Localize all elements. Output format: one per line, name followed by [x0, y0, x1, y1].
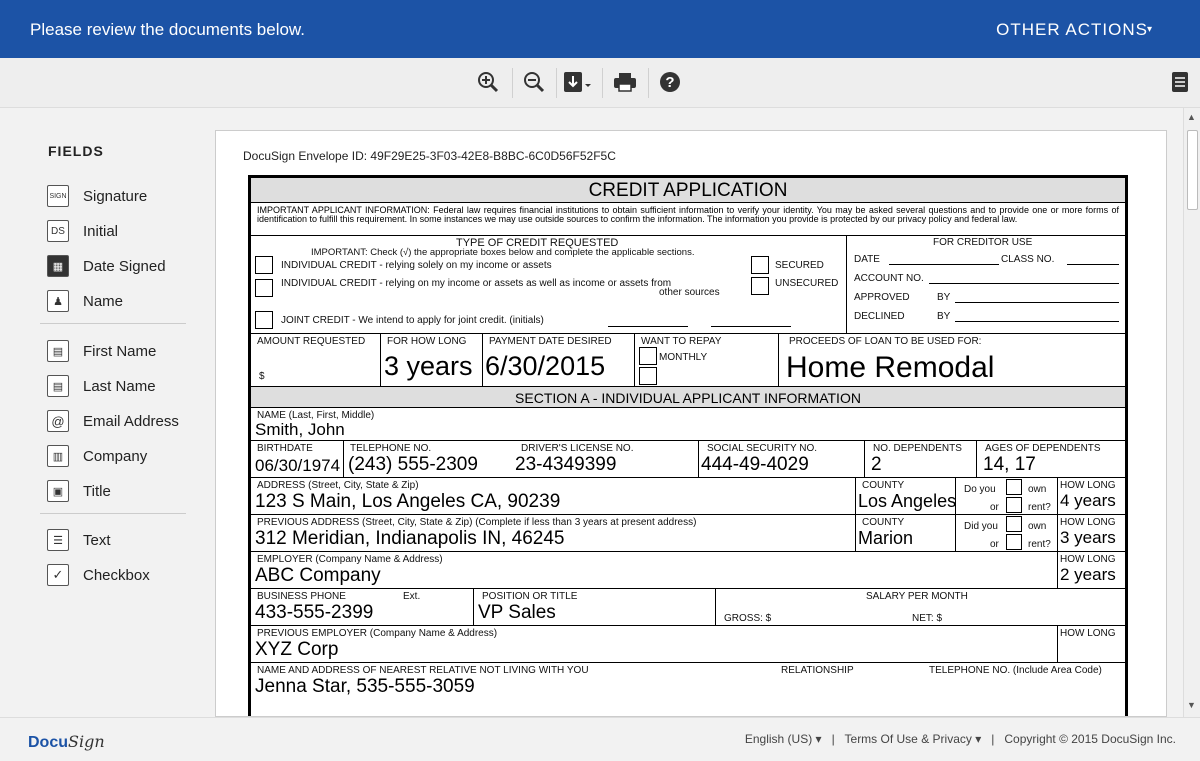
toolbar — [0, 58, 1200, 108]
secured-checkbox[interactable] — [751, 256, 769, 274]
county-label: COUNTY — [862, 480, 905, 491]
loan-row — [251, 333, 1125, 386]
text-icon: ☰ — [47, 529, 69, 551]
prev-how-long-value: 3 years — [1060, 528, 1116, 547]
badge-icon: ▣ — [47, 480, 69, 502]
credit-application-form — [248, 175, 1128, 717]
field-date-signed[interactable] — [47, 254, 166, 278]
envelope-id: DocuSign Envelope ID: 49F29E25-3F03-42E8-B8BC-6C0D56F52F5C — [243, 149, 616, 163]
first-name-icon: ▤ — [47, 340, 69, 362]
prev-own-label: own — [1028, 521, 1047, 532]
dependents-value: 2 — [871, 454, 882, 475]
form-title-row — [251, 178, 1125, 202]
proceeds-label: PROCEEDS OF LOAN TO BE USED FOR: — [789, 336, 982, 347]
previous-employer-value: XYZ Corp — [255, 639, 339, 660]
ssn-label: SOCIAL SECURITY NO. — [707, 443, 818, 454]
phone-value: (243) 555-2309 — [348, 454, 478, 475]
scroll-down-icon[interactable]: ▼ — [1187, 700, 1196, 710]
payment-date-cell — [482, 334, 612, 386]
joint-credit-checkbox[interactable] — [255, 311, 273, 329]
creditor-date-label: DATE — [854, 254, 880, 265]
personal-row — [251, 440, 1125, 477]
document-viewer — [215, 130, 1167, 717]
field-title[interactable] — [47, 479, 111, 503]
individual-credit-1-checkbox[interactable] — [255, 256, 273, 274]
position-value: VP Sales — [478, 602, 556, 623]
prev-how-long-label: HOW LONG — [1060, 517, 1116, 528]
own-checkbox[interactable] — [1006, 479, 1022, 495]
field-label: Name — [83, 292, 124, 310]
birthdate-label: BIRTHDATE — [257, 443, 313, 454]
relationship-label: RELATIONSHIP — [781, 665, 854, 676]
relative-phone-label: TELEPHONE NO. (Include Area Code) — [929, 665, 1102, 676]
ssn-cell — [698, 441, 818, 477]
scroll-thumb[interactable] — [1187, 130, 1198, 210]
account-no-label: ACCOUNT NO. — [854, 273, 924, 284]
how-long-cell — [380, 334, 473, 386]
or-label: or — [990, 502, 999, 513]
unsecured-label: UNSECURED — [775, 278, 839, 289]
docusign-logo: DocuSign — [28, 732, 105, 751]
how-long-address-value: 4 years — [1060, 491, 1116, 510]
prev-own-checkbox[interactable] — [1006, 516, 1022, 532]
name-value: Smith, John — [255, 420, 345, 439]
last-name-icon: ▤ — [47, 375, 69, 397]
employer-how-long-cell — [1057, 552, 1116, 588]
field-initial[interactable] — [47, 219, 118, 243]
declined-label: DECLINED — [854, 311, 905, 322]
field-company[interactable] — [47, 444, 147, 468]
payment-date-label: PAYMENT DATE DESIRED — [489, 336, 612, 347]
help-icon[interactable] — [658, 68, 682, 96]
employer-value: ABC Company — [255, 565, 381, 586]
ssn-value: 444-49-4029 — [701, 454, 809, 475]
zoom-in-icon[interactable] — [476, 68, 500, 96]
scroll-up-icon[interactable]: ▲ — [1187, 112, 1196, 122]
ages-value: 14, 17 — [983, 454, 1036, 475]
top-bar — [0, 0, 1200, 58]
employer-how-long-label: HOW LONG — [1060, 554, 1116, 565]
salary-label: SALARY PER MONTH — [866, 591, 968, 602]
how-long-address-cell — [1057, 478, 1116, 514]
other-sources-label: other sources — [659, 287, 720, 298]
zoom-out-icon[interactable] — [522, 68, 546, 96]
at-icon: @ — [47, 410, 69, 432]
gross-label: GROSS: $ — [724, 613, 772, 624]
field-signature[interactable] — [47, 184, 147, 208]
position-cell — [473, 589, 578, 625]
unsecured-checkbox[interactable] — [751, 277, 769, 295]
approved-by-label: BY — [937, 292, 951, 303]
phone-cell — [343, 441, 478, 477]
field-email[interactable] — [47, 409, 179, 433]
credit-type-note: IMPORTANT: Check (√) the appropriate boxes below and complete the applicable sections. — [311, 247, 695, 258]
did-you-label: Did you — [964, 521, 998, 532]
fields-sidebar — [0, 108, 215, 717]
repay-other-checkbox[interactable] — [639, 367, 657, 385]
business-phone-label: BUSINESS PHONE — [257, 591, 346, 602]
individual-credit-1-label: INDIVIDUAL CREDIT - relying solely on my income or assets — [281, 260, 552, 271]
field-label: Company — [83, 447, 148, 465]
how-long-label: FOR HOW LONG — [387, 336, 467, 347]
amount-requested-label: AMOUNT REQUESTED — [257, 336, 366, 347]
field-label: Text — [83, 531, 111, 549]
previous-employer-row — [251, 625, 1125, 662]
section-a-row — [251, 386, 1125, 407]
important-info-row — [251, 202, 1125, 235]
proceeds-value: Home Remodal — [786, 351, 995, 384]
language-selector[interactable]: English (US) ▾ — [744, 732, 822, 746]
previous-county-label: COUNTY — [862, 517, 905, 528]
calendar-icon: ▦ — [47, 255, 69, 277]
field-label: Title — [83, 482, 111, 500]
salary-cell — [715, 589, 968, 625]
how-long-value: 3 years — [384, 351, 473, 381]
field-label: Email Address — [83, 412, 179, 430]
own-label: own — [1028, 484, 1047, 495]
monthly-checkbox[interactable] — [639, 347, 657, 365]
payment-date-value: 6/30/2015 — [485, 351, 606, 381]
field-label: Date Signed — [83, 257, 166, 275]
review-message: Please review the documents below. — [30, 20, 305, 39]
prev-how-long-cell — [1057, 515, 1116, 551]
previous-address-value: 312 Meridian, Indianapolis IN, 46245 — [255, 528, 565, 549]
ages-label: AGES OF DEPENDENTS — [985, 443, 1101, 454]
secured-label: SECURED — [775, 260, 824, 271]
dependents-cell — [864, 441, 962, 477]
previous-employer-label: PREVIOUS EMPLOYER (Company Name & Address) — [257, 628, 498, 639]
monthly-label: MONTHLY — [659, 352, 708, 363]
person-icon: ♟ — [47, 290, 69, 312]
dl-label: DRIVER'S LICENSE NO. — [521, 443, 634, 454]
rent-checkbox[interactable] — [1006, 497, 1022, 513]
terms-link[interactable]: Terms Of Use & Privacy ▾ — [844, 732, 982, 746]
important-info: IMPORTANT APPLICANT INFORMATION: Federal law requires financial institutions to obtain sufficient information to verify your identity. You may be asked several questions and to provide one or more forms of identification to fulfill this requirement. In some instances we may use outside sources to confirm the information. The information you provide is protected by our privacy policy and federal law. — [257, 205, 1119, 224]
relative-row — [251, 662, 1125, 717]
how-long-address-label: HOW LONG — [1060, 480, 1116, 491]
county-value: Los Angeles — [858, 491, 957, 511]
birthdate-value: 06/30/1974 — [255, 456, 341, 475]
copyright: Copyright © 2015 DocuSign Inc. — [1004, 732, 1176, 746]
county-cell — [855, 478, 957, 514]
document-list-icon[interactable] — [1170, 68, 1190, 96]
chevron-down-icon[interactable]: ▾ — [1146, 24, 1152, 35]
field-checkbox[interactable] — [47, 563, 150, 587]
approved-label: APPROVED — [854, 292, 910, 303]
previous-address-row — [251, 514, 1125, 551]
footer-separator: | — [831, 732, 835, 746]
relative-value: Jenna Star, 535-555-3059 — [255, 676, 475, 697]
prev-rent-checkbox[interactable] — [1006, 534, 1022, 550]
address-label: ADDRESS (Street, City, State & Zip) — [257, 480, 419, 491]
repay-label: WANT TO REPAY — [641, 336, 722, 347]
do-you-label: Do you — [964, 484, 996, 495]
dl-value: 23-4349399 — [515, 454, 617, 475]
previous-address-label: PREVIOUS ADDRESS (Street, City, State & Zip) (Complete if less than 3 years at present address) — [257, 517, 697, 528]
relative-label: NAME AND ADDRESS OF NEAREST RELATIVE NOT LIVING WITH YOU — [257, 665, 589, 676]
field-label: First Name — [83, 342, 157, 360]
prev-own-rent-cell — [955, 515, 1051, 551]
business-phone-value: 433-555-2399 — [255, 602, 374, 623]
field-label: Signature — [83, 187, 148, 205]
business-row — [251, 588, 1125, 625]
address-row — [251, 477, 1125, 514]
field-label: Checkbox — [83, 566, 150, 584]
field-text[interactable] — [47, 528, 111, 552]
rent-label: rent? — [1028, 502, 1051, 513]
name-label: NAME (Last, First, Middle) — [257, 410, 375, 421]
field-label: Initial — [83, 222, 119, 240]
creditor-use-heading: FOR CREDITOR USE — [933, 237, 1033, 248]
employer-row — [251, 551, 1125, 588]
prev-employer-how-long-cell — [1057, 626, 1116, 662]
field-first-name[interactable] — [47, 339, 156, 363]
individual-credit-2-label: INDIVIDUAL CREDIT - relying on my income or assets as well as income or assets from — [281, 278, 672, 289]
employer-label: EMPLOYER (Company Name & Address) — [257, 554, 443, 565]
previous-county-cell — [855, 515, 914, 551]
other-actions-button[interactable]: OTHER ACTIONS — [996, 20, 1148, 39]
declined-by-label: BY — [937, 311, 951, 322]
signature-icon: SIGN — [47, 185, 69, 207]
checkbox-icon: ✓ — [47, 564, 69, 586]
ext-label: Ext. — [403, 591, 421, 602]
footer-separator: | — [991, 732, 995, 746]
download-icon[interactable] — [562, 68, 594, 96]
fields-title: FIELDS — [48, 143, 104, 159]
footer — [0, 717, 1200, 761]
field-last-name[interactable] — [47, 374, 156, 398]
previous-county-value: Marion — [858, 528, 914, 548]
joint-credit-label: JOINT CREDIT - We intend to apply for joint credit. (initials) — [281, 315, 544, 326]
proceeds-cell — [778, 334, 995, 386]
print-icon[interactable] — [612, 68, 638, 96]
credit-type-row — [251, 235, 1125, 333]
repay-cell — [634, 334, 722, 386]
field-label: Last Name — [83, 377, 156, 395]
field-name[interactable] — [47, 289, 123, 313]
prev-rent-label: rent? — [1028, 539, 1051, 550]
own-rent-cell — [955, 478, 1051, 514]
prev-or-label: or — [990, 539, 999, 550]
building-icon: ▥ — [47, 445, 69, 467]
form-title: CREDIT APPLICATION — [588, 180, 788, 201]
footer-links — [745, 732, 1176, 746]
svg-text:?: ? — [665, 74, 675, 91]
name-row — [251, 407, 1125, 440]
individual-credit-2-checkbox[interactable] — [255, 279, 273, 297]
dependents-label: NO. DEPENDENTS — [873, 443, 962, 454]
vertical-scrollbar[interactable] — [1183, 108, 1200, 717]
employer-how-long-value: 2 years — [1060, 565, 1116, 584]
net-label: NET: $ — [912, 613, 943, 624]
creditor-use-box — [846, 236, 1055, 333]
prev-employer-how-long-label: HOW LONG — [1060, 628, 1116, 639]
initial-icon: DS — [47, 220, 69, 242]
credit-type-heading: TYPE OF CREDIT REQUESTED — [456, 237, 619, 249]
phone-label: TELEPHONE NO. — [350, 443, 432, 454]
section-a-heading: SECTION A - INDIVIDUAL APPLICANT INFORMATION — [515, 390, 861, 406]
ages-cell — [976, 441, 1101, 477]
address-value: 123 S Main, Los Angeles CA, 90239 — [255, 491, 561, 512]
position-label: POSITION OR TITLE — [482, 591, 578, 602]
amount-symbol: $ — [259, 371, 265, 382]
class-no-label: CLASS NO. — [1001, 254, 1055, 265]
